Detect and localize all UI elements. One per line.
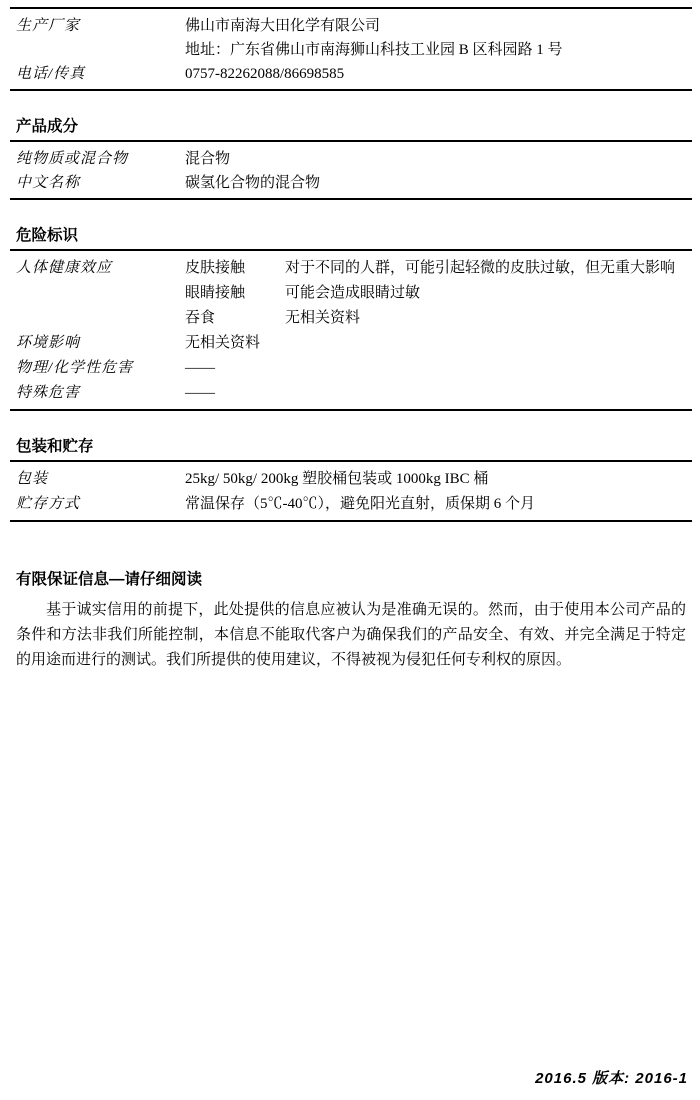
hazard-section: [10, 226, 692, 411]
table-row: [10, 62, 692, 86]
packaging-table: [10, 462, 692, 522]
warranty-paragraph: 基于诚实信用的前提下，此处提供的信息应被认为是准确无误的。然而，由于使用本公司产品的条件和方法非我们所能控制，本信息不能取代客户为确保我们的产品安全、有效、并完全满足于特定的用途而进行的测试。我们所提供的使用建议，不得被视为侵犯任何专利权的原因。: [16, 602, 686, 668]
table-row: [10, 356, 692, 381]
table-row: [10, 38, 692, 62]
field-value-special-hazard: ——: [185, 385, 215, 401]
table-row: [10, 281, 692, 306]
field-value-storage-method: 常温保存（5℃-40℃），避免阳光直射，质保期 6 个月: [185, 496, 535, 512]
field-label-manufacturer: 生产厂家: [16, 18, 81, 34]
field-desc-blank: [285, 356, 692, 381]
field-label-health-effects: 人体健康效应: [16, 260, 113, 276]
field-label-special-hazard: 特殊危害: [16, 385, 81, 401]
table-row: [10, 381, 692, 406]
field-label-physical-chemical-hazard: 物理/化学性危害: [16, 360, 134, 376]
field-label-phone-fax: 电话/传真: [16, 66, 86, 82]
field-value-physical-chemical-hazard: ——: [185, 360, 215, 376]
field-sub-eye-contact: 眼睛接触: [185, 285, 246, 301]
field-label-chinese-name: 中文名称: [16, 175, 81, 191]
field-desc-eye-contact: 可能会造成眼睛过敏: [285, 285, 421, 301]
composition-section: [10, 117, 692, 200]
field-desc-ingestion: 无相关资料: [285, 310, 361, 326]
field-label-storage-method: 贮存方式: [16, 496, 81, 512]
field-label-blank: [10, 38, 185, 62]
field-desc-blank: [285, 381, 692, 406]
field-label-blank: [10, 306, 185, 331]
field-value-chinese-name: 碳氢化合物的混合物: [185, 175, 321, 191]
field-label-packaging: 包装: [16, 471, 49, 487]
table-row: [10, 467, 692, 492]
field-label-substance-type: 纯物质或混合物: [16, 151, 129, 167]
field-value-manufacturer: 佛山市南海大田化学有限公司: [185, 18, 381, 34]
composition-table: [10, 142, 692, 200]
section-title-hazard: 危险标识: [10, 226, 692, 251]
field-value-environmental-impact: 无相关资料: [185, 335, 261, 351]
hazard-table: [10, 251, 692, 411]
field-value-phone-fax: 0757-82262088/86698585: [185, 66, 345, 82]
table-row: [10, 256, 692, 281]
manufacturer-table: [10, 7, 692, 91]
packaging-section: [10, 437, 692, 522]
section-title-composition: 产品成分: [10, 117, 692, 142]
field-value-packaging: 25kg/ 50kg/ 200kg 塑胶桶包装或 1000kg IBC 桶: [185, 471, 489, 487]
field-label-blank: [10, 281, 185, 306]
table-row: [10, 14, 692, 38]
field-value-substance-type: 混合物: [185, 151, 231, 167]
warranty-section: [10, 570, 692, 673]
table-row: [10, 306, 692, 331]
field-sub-ingestion: 吞食: [185, 310, 216, 326]
field-value-address: 地址：广东省佛山市南海狮山科技工业园 B 区科园路 1 号: [185, 42, 563, 58]
field-desc-blank: [285, 331, 692, 356]
table-row: [10, 492, 692, 517]
table-row: [10, 171, 692, 195]
version-footer: 2016.5 版本: 2016-1: [535, 1070, 688, 1087]
field-sub-skin-contact: 皮肤接触: [185, 260, 246, 276]
section-title-warranty: 有限保证信息—请仔细阅读: [16, 571, 203, 588]
field-label-environmental-impact: 环境影响: [16, 335, 81, 351]
table-row: [10, 147, 692, 171]
table-row: [10, 331, 692, 356]
field-desc-skin-contact: 对于不同的人群，可能引起轻微的皮肤过敏，但无重大影响: [285, 260, 676, 276]
section-title-packaging: 包装和贮存: [10, 437, 692, 462]
